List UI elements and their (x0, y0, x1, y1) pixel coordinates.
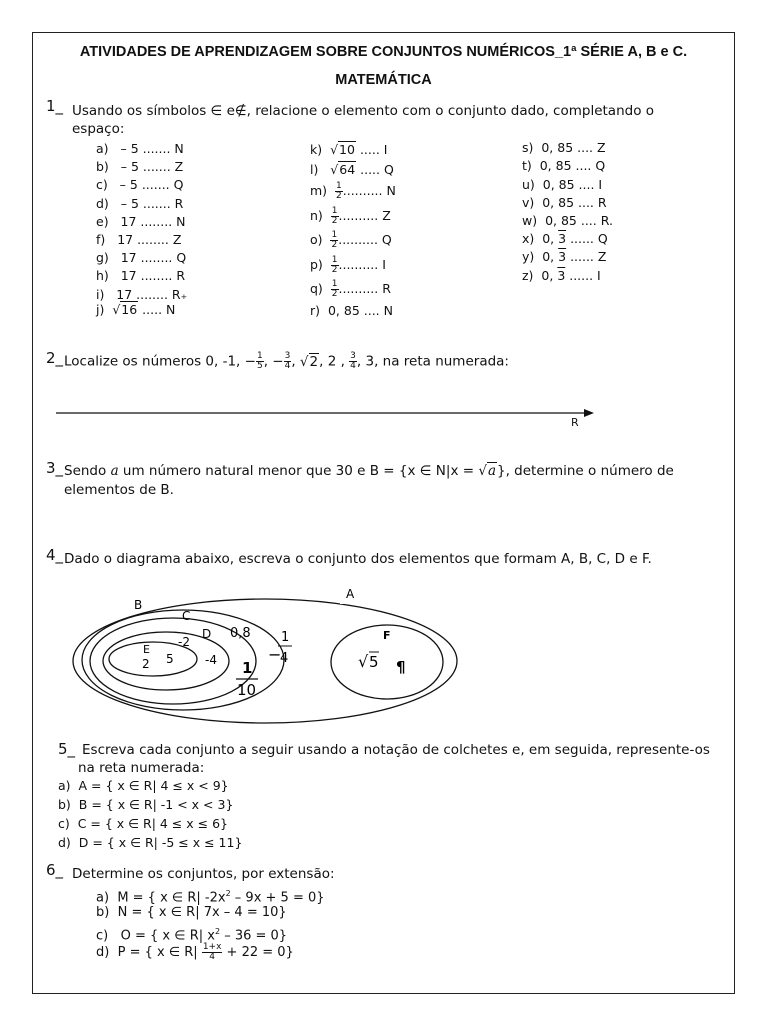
q6-item-b: b) N = { x ∈ R| 7x – 4 = 10} (96, 905, 287, 920)
q5-text-line1: Escreva cada conjunto a seguir usando a notação de colchetes e, em seguida, represente-os (82, 742, 710, 758)
q1-item: h) 17 ........ R (96, 268, 186, 284)
sqrt-symbol: √16 (112, 302, 138, 317)
q1-item: t) 0, 85 .... Q (522, 158, 606, 174)
element-2: 2 (142, 657, 150, 671)
element-one-quarter-den: 4 (280, 651, 289, 666)
q1-item: i) 17 ........ R₊ (96, 286, 188, 302)
q2-text: Localize os números 0, -1, − $\frac{1}{5}$ , − $\frac{3}{4}$ , √2, 2 , $\frac{3}{4}$ , 3, na reta numerada: (64, 351, 509, 371)
label-e: E (143, 643, 150, 656)
element-pilcrow: ¶ (396, 658, 406, 676)
q4-number: 4_ (46, 546, 64, 564)
sqrt-symbol-f: √ (358, 652, 369, 671)
q1-item-j: j) √16 ..... N (96, 302, 176, 317)
q1-text-line1: Usando os símbolos ∈ e∉, relacione o elemento com o conjunto dado, completando o (72, 103, 655, 119)
q1-item: u) 0, 85 .... I (522, 176, 603, 192)
q1-item: g) 17 ........ Q (96, 250, 187, 266)
q5-item: d) D = { x ∈ R| -5 ≤ x ≤ 11} (58, 835, 243, 850)
venn-diagram (70, 580, 470, 730)
q1-item: p) $\frac{1}{2}$ .......... I (310, 254, 386, 275)
q1-item-k: k) √10 ..... I (310, 142, 388, 157)
q4-text: Dado o diagrama abaixo, escreva o conjunto dos elementos que formam A, B, C, D e F. (64, 551, 652, 567)
q6-text: Determine os conjuntos, por extensão: (72, 866, 335, 882)
q1-item: x) 0, 3 ...... Q (522, 231, 608, 246)
q1-text-line2: espaço: (72, 121, 125, 137)
element-minus-4: -4 (205, 653, 217, 667)
label-c: C (182, 609, 191, 623)
element-one-tenth-num: 1 (242, 659, 253, 677)
q1-item: m) $\frac{1}{2}$ .......... N (310, 181, 396, 201)
q1-item: q) $\frac{1}{2}$ .......... R (310, 279, 391, 299)
q1-item: z) 0, 3 ...... I (522, 267, 601, 283)
q1-item: w) 0, 85 .... R. (522, 213, 613, 229)
element-0-8: 0,8 (230, 626, 251, 641)
page-subtitle: MATEMÁTICA (335, 72, 432, 88)
q3-number: 3_ (46, 459, 64, 477)
q1-item: f) 17 ........ Z (96, 232, 182, 247)
q6-item-c: c) O = { x ∈ R| $x^2 - 36 = 0$} (96, 927, 288, 944)
label-b: B (134, 598, 143, 612)
q3-text-line1: Sendo a um número natural menor que 30 e B = {x ∈ N|x = √a}, determine o número de (64, 463, 674, 479)
label-f: F (383, 629, 391, 642)
q5-number: 5_ (58, 740, 76, 758)
label-d: D (202, 627, 212, 641)
q6-number: 6_ (46, 861, 64, 879)
element-minus-one-quarter-sign: − (268, 645, 282, 664)
element-5: 5 (166, 652, 174, 666)
page-title: ATIVIDADES DE APRENDIZAGEM SOBRE CONJUNTOS NUMÉRICOS_1ª SÉRIE A, B e C. (79, 44, 688, 60)
q3-text-line2: elementos de B. (64, 482, 174, 498)
number-line (56, 406, 596, 422)
q5-text-line2: na reta numerada: (78, 760, 205, 776)
element-one-tenth-den: 10 (237, 681, 257, 699)
q2-number: 2_ (46, 349, 64, 367)
q5-item: b) B = { x ∈ R| -1 < x < 3} (58, 797, 234, 812)
q5-item: a) A = { x ∈ R| 4 ≤ x < 9} (58, 778, 229, 793)
q1-number: 1_ (46, 97, 64, 115)
q1-item: d) – 5 ....... R (96, 195, 184, 211)
label-a: A (346, 587, 355, 601)
q1-item: a) – 5 ....... N (96, 141, 184, 156)
q1-item: b) – 5 ....... Z (96, 159, 184, 175)
q1-item: e) 17 ........ N (96, 213, 186, 229)
element-one-quarter-num: 1 (281, 630, 290, 645)
element-root-5: 5 (369, 653, 379, 671)
q1-item: c) – 5 ....... Q (96, 177, 184, 193)
q1-item: n) $\frac{1}{2}$ .......... Z (310, 205, 391, 226)
element-minus-2: -2 (178, 635, 190, 649)
q1-item: o) $\frac{1}{2}$ .......... Q (310, 230, 392, 250)
q5-item: c) C = { x ∈ R| 4 ≤ x ≤ 6} (58, 816, 228, 831)
q1-item-r: r) 0, 85 .... N (310, 303, 393, 318)
q6-item-a: a) M = { x ∈ R| $-2x^2 - 9x + 5 = 0$} (96, 889, 325, 906)
q1-item: v) 0, 85 .... R (522, 194, 607, 210)
number-line-label: R (571, 416, 579, 429)
q1-item-l: l) √64 ..... Q (310, 162, 394, 177)
q1-item: y) 0, 3 ...... Z (522, 249, 607, 265)
q6-item-d: d) P = { x ∈ R| $\frac{1+x}{4}$ + 22 = 0} (96, 942, 294, 962)
q1-item: s) 0, 85 .... Z (522, 140, 606, 155)
